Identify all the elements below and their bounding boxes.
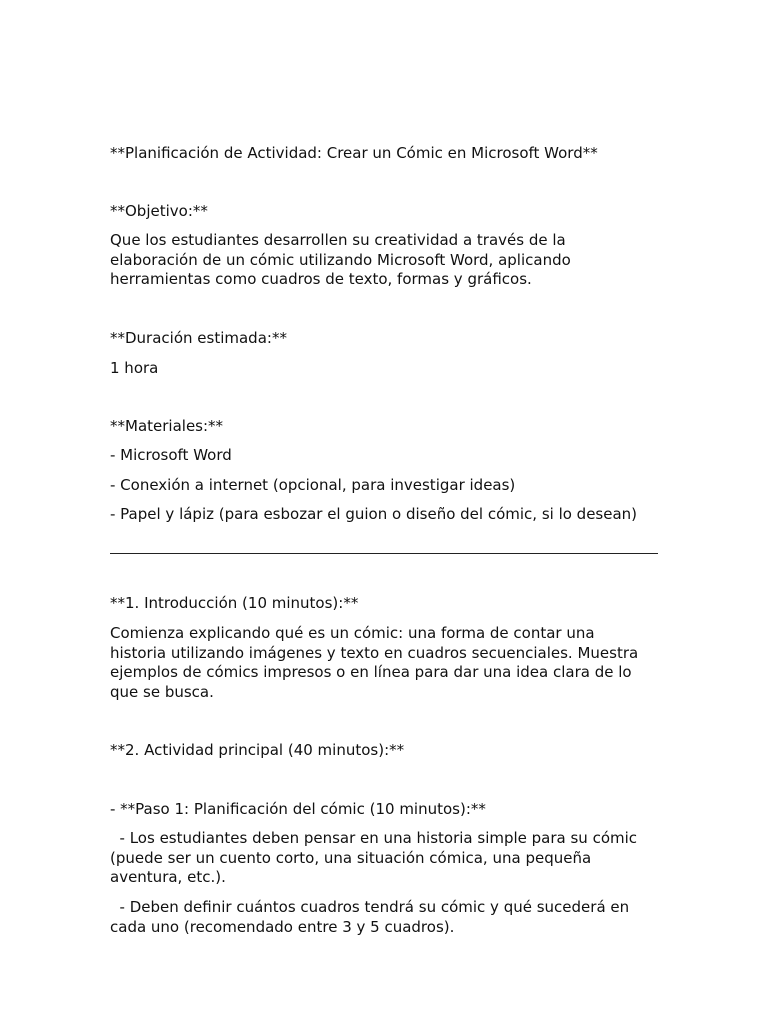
objective-line: elaboración de un cómic utilizando Microsoft Word, aplicando [110,250,571,269]
intro-line: que se busca. [110,682,214,701]
materials-item: - Conexión a internet (opcional, para investigar ideas) [110,476,516,494]
step1-heading: - **Paso 1: Planificación del cómic (10 minutos):** [110,800,486,818]
objective-line: Que los estudiantes desarrollen su creatividad a través de la [110,231,566,249]
objective-line: herramientas como cuadros de texto, formas y gráficos. [110,270,532,289]
materials-item: - Papel y lápiz (para esbozar el guion o diseño del cómic, si lo desean) [110,505,638,523]
intro-line: historia utilizando imágenes y texto en cuadros secuenciales. Muestra [110,643,639,662]
objective-heading: **Objetivo:** [110,202,208,220]
bullet-line: - Los estudiantes deben pensar en una historia simple para su cómic [110,829,638,847]
bullet-line: (puede ser un cuento corto, una situación cómica, una pequeña [110,848,592,867]
step1-bullet-2 [110,898,666,937]
step1-bullet-1 [110,829,666,888]
intro-paragraph [110,624,666,702]
document-title: **Planificación de Actividad: Crear un Cómic en Microsoft Word** [110,144,598,162]
bullet-line: - Deben definir cuántos cuadros tendrá su cómic y qué sucederá en [110,898,630,916]
intro-line: ejemplos de cómics impresos o en línea para dar una idea clara de lo [110,663,632,682]
main-activity-heading: **2. Actividad principal (40 minutos):** [110,741,405,759]
duration-value: 1 hora [110,359,159,377]
bullet-line: cada uno (recomendado entre 3 y 5 cuadros). [110,917,455,936]
objective-paragraph [110,231,666,290]
materials-heading: **Materiales:** [110,417,224,435]
materials-item: - Microsoft Word [110,446,232,464]
bullet-line: aventura, etc.). [110,868,226,887]
intro-line: Comienza explicando qué es un cómic: una forma de contar una [110,624,595,642]
horizontal-divider [110,553,658,554]
duration-heading: **Duración estimada:** [110,329,287,347]
intro-heading: **1. Introducción (10 minutos):** [110,594,359,612]
